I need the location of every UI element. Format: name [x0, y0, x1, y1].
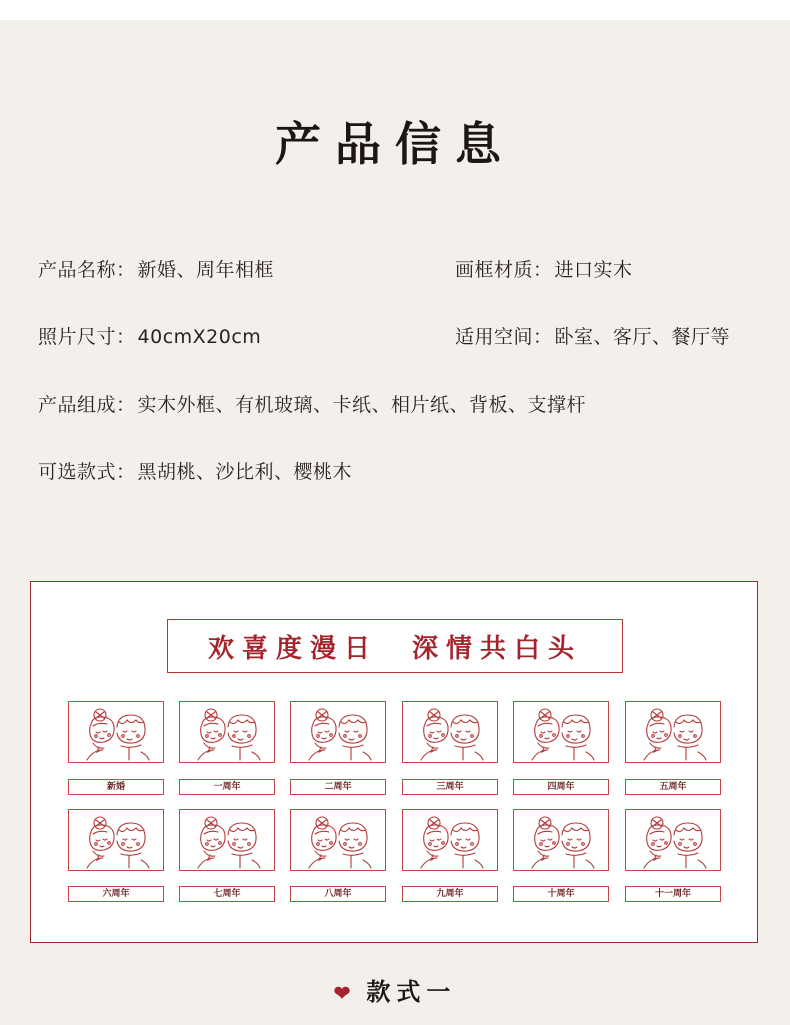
frame-label: 十周年: [513, 886, 609, 902]
photo-frame: [290, 701, 386, 763]
info-name-label: 产品名称：: [38, 259, 136, 281]
product-showcase: [30, 581, 758, 943]
info-size: [38, 322, 261, 349]
couple-illustration: [403, 810, 497, 870]
frame-label: 二周年: [290, 779, 386, 795]
photo-frame: [513, 809, 609, 871]
info-size-value: 40cmX20cm: [137, 326, 262, 348]
photo-frame: [402, 701, 498, 763]
info-composition-label: 产品组成：: [38, 394, 136, 416]
page-title: 产品信息: [275, 117, 515, 171]
couple-illustration: [514, 702, 608, 762]
photo-frame: [513, 701, 609, 763]
couple-illustration: [514, 810, 608, 870]
info-options-label: 可选款式：: [38, 461, 136, 483]
frame-label: 九周年: [402, 886, 498, 902]
frame-label: 六周年: [68, 886, 164, 902]
info-options-value: 黑胡桃、沙比利、樱桃木: [137, 461, 353, 483]
frame-label: 五周年: [625, 779, 721, 795]
frame-label: 三周年: [402, 779, 498, 795]
info-space-value: 卧室、客厅、餐厅等: [554, 326, 731, 348]
photo-frame: [290, 809, 386, 871]
couple-illustration: [626, 702, 720, 762]
info-material-value: 进口实木: [554, 259, 633, 281]
style-caption: [0, 972, 790, 1007]
info-size-label: 照片尺寸：: [38, 326, 136, 348]
frame-label: 四周年: [513, 779, 609, 795]
frame-label: 新婚: [68, 779, 164, 795]
info-name-value: 新婚、周年相框: [137, 259, 275, 281]
info-material-label: 画框材质：: [455, 259, 553, 281]
frame-label: 八周年: [290, 886, 386, 902]
couple-illustration: [626, 810, 720, 870]
info-material: [455, 255, 633, 282]
banner: [167, 619, 623, 673]
frame-label: 七周年: [179, 886, 275, 902]
couple-illustration: [291, 702, 385, 762]
couple-illustration: [403, 702, 497, 762]
info-space-label: 适用空间：: [455, 326, 553, 348]
frame-label: 十一周年: [625, 886, 721, 902]
couple-illustration: [291, 810, 385, 870]
top-strip: [0, 0, 790, 20]
photo-frame: [179, 701, 275, 763]
banner-text: 欢喜度漫日 深情共白头: [207, 634, 583, 664]
photo-frame: [625, 809, 721, 871]
photo-frame: [68, 701, 164, 763]
photo-frame: [625, 701, 721, 763]
photo-frame: [402, 809, 498, 871]
heart-icon: ❤: [333, 981, 357, 1005]
frame-label: 一周年: [179, 779, 275, 795]
couple-illustration: [69, 810, 163, 870]
info-composition: [38, 390, 586, 417]
photo-frame: [179, 809, 275, 871]
info-name: [38, 255, 274, 282]
info-options: [38, 457, 352, 484]
couple-illustration: [69, 702, 163, 762]
photo-frame: [68, 809, 164, 871]
couple-illustration: [180, 702, 274, 762]
couple-illustration: [180, 810, 274, 870]
info-composition-value: 实木外框、有机玻璃、卡纸、相片纸、背板、支撑杆: [137, 394, 587, 416]
info-space: [455, 322, 730, 349]
caption-text: 款式一: [366, 977, 457, 1006]
